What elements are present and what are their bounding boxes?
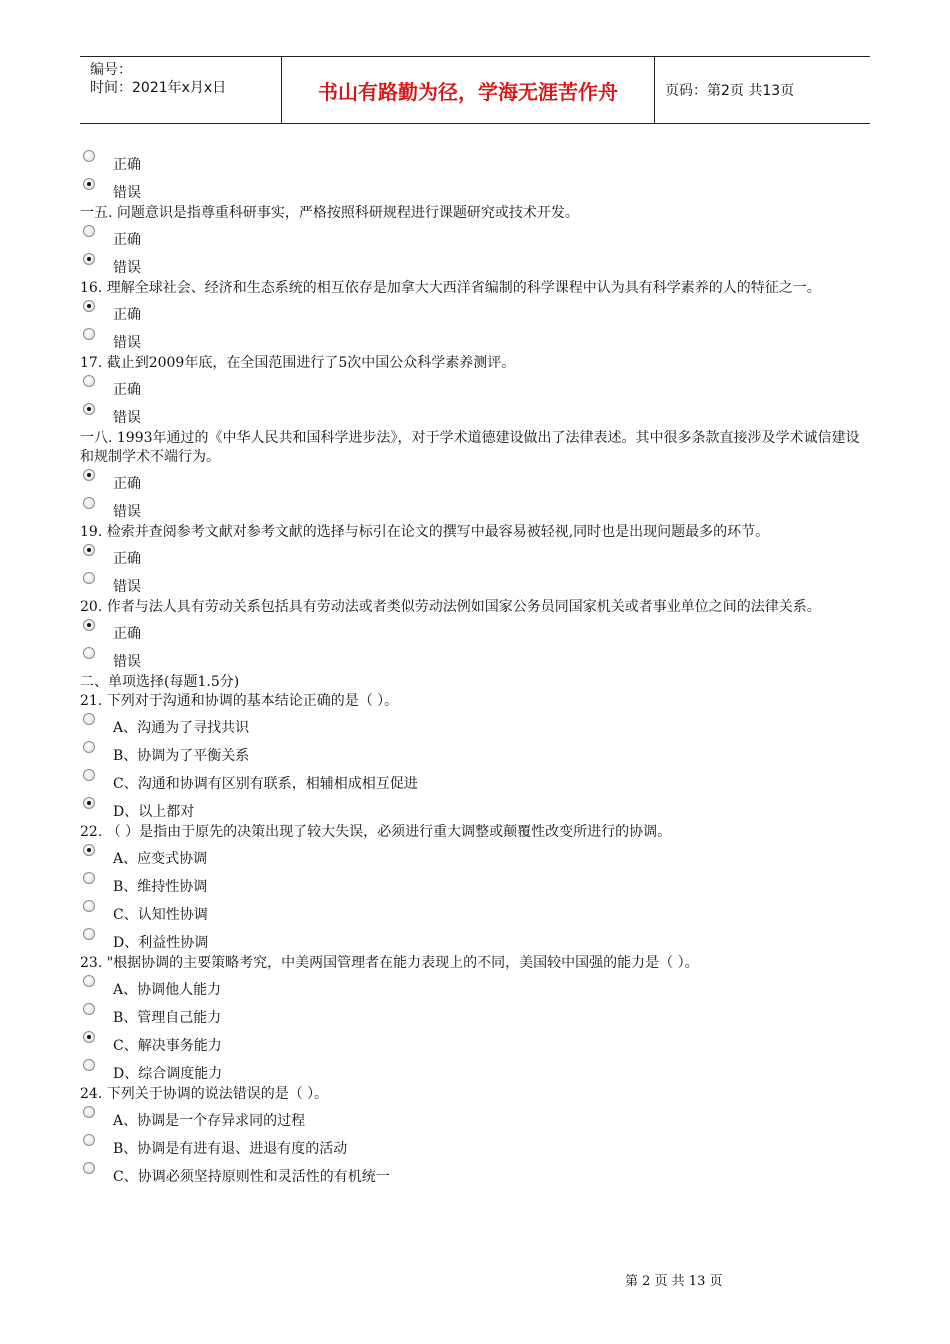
option-label: 错误 [113,504,141,520]
answer-option[interactable] [80,148,870,176]
radio-checked-icon[interactable] [83,469,95,481]
answer-option[interactable] [80,1104,870,1132]
radio-unchecked-icon[interactable] [83,872,95,884]
radio-checked-icon[interactable] [83,797,95,809]
radio-unchecked-icon[interactable] [83,1003,95,1015]
option-label: A、协调他人能力 [113,982,222,998]
page-footer: 第 2 页 共 13 页 [625,1274,723,1289]
answer-option[interactable] [80,326,870,354]
option-label: 错误 [113,185,141,201]
question-text: 一八. 1993年通过的《中华人民共和国科学进步法》，对于学术道德建设做出了法律表述。其中很多条款直接涉及学术诚信建设和规制学术不端行为。 [80,430,860,465]
option-label: 错误 [113,579,141,595]
header-meta [80,57,281,123]
answer-option[interactable] [80,842,870,870]
answer-option[interactable] [80,298,870,326]
question-text: 17. 截止到2009年底，在全国范围进行了5次中国公众科学素养测评。 [80,355,516,371]
option-label: 正确 [113,626,141,642]
header-motto [281,57,655,123]
answer-option[interactable] [80,795,870,823]
option-label: A、应变式协调 [113,851,208,867]
option-label: 错误 [113,654,141,670]
option-label: 错误 [113,260,141,276]
option-label: 正确 [113,232,141,248]
option-label: B、协调为了平衡关系 [113,748,250,764]
answer-option[interactable] [80,711,870,739]
option-label: C、认知性协调 [113,907,208,923]
answer-option[interactable] [80,570,870,598]
radio-checked-icon[interactable] [83,544,95,556]
option-label: B、管理自己能力 [113,1010,222,1026]
time-label: 时间：2021年x月x日 [90,80,227,96]
question-text: 23. "根据协调的主要策略考究，中美两国管理者在能力表现上的不同，美国较中国强的能力是（ ）。 [80,955,699,971]
answer-option[interactable] [80,251,870,279]
option-label: 错误 [113,410,141,426]
answer-option[interactable] [80,495,870,523]
option-label: 正确 [113,476,141,492]
option-label: D、以上都对 [113,804,195,820]
answer-option[interactable] [80,870,870,898]
radio-unchecked-icon[interactable] [83,328,95,340]
option-label: D、利益性协调 [113,935,209,951]
option-label: C、沟通和协调有区别有联系，相辅相成相互促进 [113,776,418,792]
answer-option[interactable] [80,973,870,1001]
answer-option[interactable] [80,176,870,204]
option-label: B、维持性协调 [113,879,208,895]
radio-unchecked-icon[interactable] [83,572,95,584]
motto-text: 书山有路勤为径，学海无涯苦作舟 [318,79,618,104]
question-text: 一五. 问题意识是指尊重科研事实，严格按照科研规程进行课题研究或技术开发。 [80,205,579,221]
radio-unchecked-icon[interactable] [83,1134,95,1146]
option-label: C、解决事务能力 [113,1038,222,1054]
radio-unchecked-icon[interactable] [83,225,95,237]
answer-option[interactable] [80,898,870,926]
radio-checked-icon[interactable] [83,300,95,312]
page-label: 页码：第2页 共13页 [665,83,795,99]
radio-unchecked-icon[interactable] [83,741,95,753]
radio-unchecked-icon[interactable] [83,900,95,912]
question-text: 19. 检索并查阅参考文献对参考文献的选择与标引在论文的撰写中最容易被轻视,同时也是出现问题最多的环节。 [80,524,770,540]
answer-option[interactable] [80,542,870,570]
question-text: 16. 理解全球社会、经济和生态系统的相互依存是加拿大大西洋省编制的科学课程中认为具有科学素养的人的特征之一。 [80,280,821,296]
question-text: 20. 作者与法人具有劳动关系包括具有劳动法或者类似劳动法例如国家公务员同国家机关或者事业单位之间的法律关系。 [80,599,821,615]
answer-option[interactable] [80,926,870,954]
option-label: D、综合调度能力 [113,1066,223,1082]
answer-option[interactable] [80,401,870,429]
answer-option[interactable] [80,1029,870,1057]
option-label: 错误 [113,335,141,351]
radio-checked-icon[interactable] [83,178,95,190]
question-text: 二、单项选择(每题1.5分) [80,674,240,690]
radio-checked-icon[interactable] [83,1031,95,1043]
radio-unchecked-icon[interactable] [83,647,95,659]
answer-option[interactable] [80,645,870,673]
radio-unchecked-icon[interactable] [83,497,95,509]
radio-unchecked-icon[interactable] [83,375,95,387]
page-header [80,56,870,124]
answer-option[interactable] [80,739,870,767]
radio-unchecked-icon[interactable] [83,150,95,162]
option-label: B、协调是有进有退、进退有度的活动 [113,1141,348,1157]
answer-option[interactable] [80,767,870,795]
answer-option[interactable] [80,1001,870,1029]
radio-unchecked-icon[interactable] [83,769,95,781]
radio-checked-icon[interactable] [83,403,95,415]
answer-option[interactable] [80,467,870,495]
answer-option[interactable] [80,373,870,401]
option-label: C、协调必须坚持原则性和灵活性的有机统一 [113,1169,390,1185]
radio-unchecked-icon[interactable] [83,928,95,940]
question-text: 22. （ ）是指由于原先的决策出现了较大失误，必须进行重大调整或颠覆性改变所进行的协调。 [80,824,672,840]
option-label: 正确 [113,307,141,323]
radio-unchecked-icon[interactable] [83,713,95,725]
radio-checked-icon[interactable] [83,844,95,856]
radio-unchecked-icon[interactable] [83,1059,95,1071]
radio-unchecked-icon[interactable] [83,1106,95,1118]
answer-option[interactable] [80,617,870,645]
question-list [80,148,870,1188]
question-text: 24. 下列关于协调的说法错误的是（ ）。 [80,1086,329,1102]
question-text: 21. 下列对于沟通和协调的基本结论正确的是（ ）。 [80,693,399,709]
answer-option[interactable] [80,1057,870,1085]
option-label: A、协调是一个存异求同的过程 [113,1113,306,1129]
option-label: 正确 [113,551,141,567]
answer-option[interactable] [80,223,870,251]
radio-checked-icon[interactable] [83,619,95,631]
option-label: 正确 [113,157,141,173]
number-label: 编号： [90,62,132,78]
answer-option[interactable] [80,1160,870,1188]
header-page-info [655,57,870,123]
answer-option[interactable] [80,1132,870,1160]
radio-unchecked-icon[interactable] [83,1162,95,1174]
radio-checked-icon[interactable] [83,253,95,265]
radio-unchecked-icon[interactable] [83,975,95,987]
option-label: A、沟通为了寻找共识 [113,720,250,736]
option-label: 正确 [113,382,141,398]
